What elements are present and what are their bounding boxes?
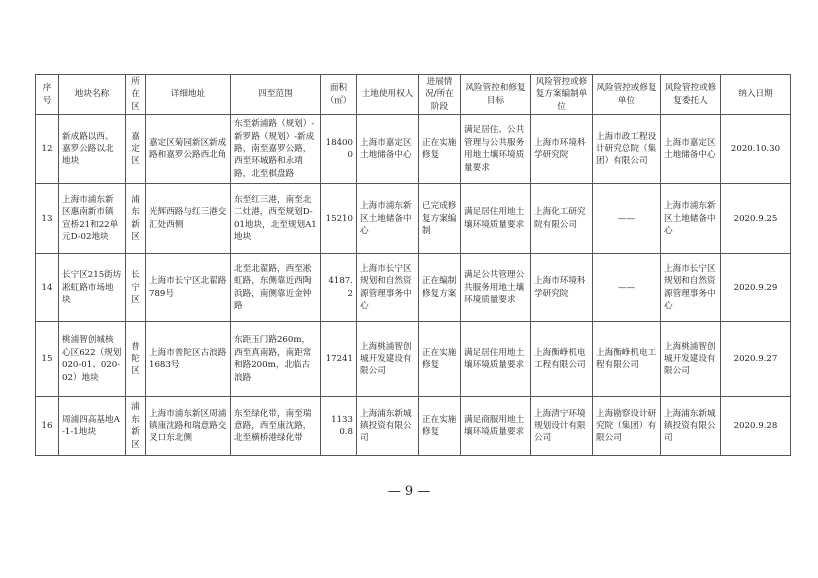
table-cell: 上海市环境科学研究院: [531, 254, 593, 322]
table-cell: 满足居住、公共管理与公共服务用地土壤环境质量要求: [461, 115, 531, 184]
table-cell: 满足居住用地土壤环境质量要求: [461, 322, 531, 397]
table-cell: 上海市嘉定区土地储备中心: [357, 115, 419, 184]
table-cell: 12: [36, 115, 59, 184]
table-cell: 2020.9.28: [721, 397, 791, 456]
table-cell: 上海市长宁区规划和自然资源管理事务中心: [661, 254, 721, 322]
table-cell: 东至绿化带，南至瑞意路，西至康沈路，北至横桥港绿化带: [231, 397, 321, 456]
table-cell: 上海桃浦智创城开发建设有限公司: [661, 322, 721, 397]
table-cell: 上海市普陀区古浪路1683号: [146, 322, 231, 397]
table-cell: 东距玉门路260m，西至真南路，南距常和路200m，北临古浪路: [231, 322, 321, 397]
table-cell: ——: [593, 254, 661, 322]
table-cell: 17241: [321, 322, 357, 397]
table-cell: 上海市浦东新区土地储备中心: [357, 184, 419, 254]
table-cell: 已完成修复方案编制: [419, 184, 461, 254]
table-row: [36, 115, 791, 184]
table-cell: 16: [36, 397, 59, 456]
table-cell: 上海市浦东新区惠南新市镇宣桥21和22单元D-02地块: [59, 184, 126, 254]
table-cell: 普陀区: [126, 322, 146, 397]
table-cell: 正在实施修复: [419, 115, 461, 184]
column-header: 风险管控或修复方案编制单位: [531, 75, 593, 115]
table-cell: 嘉定区菊园新区新成路和嘉罗公路西北角: [146, 115, 231, 184]
table-cell: 上海市长宁区规划和自然资源管理事务中心: [357, 254, 419, 322]
table-cell: 桃浦智创城核心区622（规划020-01、020-02）地块: [59, 322, 126, 397]
table-cell: ——: [593, 184, 661, 254]
table-cell: 上海化工研究院有限公司: [531, 184, 593, 254]
table-cell: 长宁区: [126, 254, 146, 322]
contaminated-sites-table: [35, 74, 791, 456]
table-cell: 满足公共管理公共服务用地土壤环境质量要求: [461, 254, 531, 322]
table-cell: 东至红三港，南至北二灶港，西至规划D-01地块，北至规划A1地块: [231, 184, 321, 254]
table-cell: 上海市嘉定区土地储备中心: [661, 115, 721, 184]
table-cell: 2020.9.25: [721, 184, 791, 254]
table-cell: 上海浦东新城镇投资有限公司: [357, 397, 419, 456]
column-header: 纳入日期: [721, 75, 791, 115]
table-cell: 14: [36, 254, 59, 322]
column-header: 进展情况/所在阶段: [419, 75, 461, 115]
table-cell: 满足居住用地土壤环境质量要求: [461, 184, 531, 254]
table-cell: 东至新浦路（规划）-新罗路（规划）-新成路，南至嘉罗公路，西至环城路和永靖路，北至棋盘路: [231, 115, 321, 184]
table-cell: 正在编制修复方案: [419, 254, 461, 322]
table-cell: 15210: [321, 184, 357, 254]
table-cell: 2020.9.27: [721, 322, 791, 397]
table-cell: 嘉定区: [126, 115, 146, 184]
table-row: [36, 397, 791, 456]
table-cell: 浦东新区: [126, 397, 146, 456]
table-row: [36, 184, 791, 254]
table-cell: 13: [36, 184, 59, 254]
table-cell: 上海清宁环境规划设计有限公司: [531, 397, 593, 456]
table-header-row: [36, 75, 791, 115]
table-cell: 2020.10.30: [721, 115, 791, 184]
table-cell: 上海勘察设计研究院（集团）有限公司: [593, 397, 661, 456]
table-cell: 浦东新区: [126, 184, 146, 254]
page-number: — 9 —: [387, 484, 431, 499]
column-header: 面积（㎡）: [321, 75, 357, 115]
table-cell: 新成路以西、嘉罗公路以北地块: [59, 115, 126, 184]
table-cell: 上海浦东新城镇投资有限公司: [661, 397, 721, 456]
column-header: 风险管控或修复单位: [593, 75, 661, 115]
table-cell: 4187.2: [321, 254, 357, 322]
table-cell: 北至北翟路，西至凇虹路，东侧靠近西陶浜路，南侧靠近金钟路: [231, 254, 321, 322]
table-cell: 长宁区215街坊凇虹路市场地块: [59, 254, 126, 322]
table-cell: 上海桃浦智创城开发建设有限公司: [357, 322, 419, 397]
table-cell: 184000: [321, 115, 357, 184]
table-cell: 上海市政工程设计研究总院（集团）有限公司: [593, 115, 661, 184]
column-header: 风险管控和修复目标: [461, 75, 531, 115]
table-cell: 2020.9.29: [721, 254, 791, 322]
table-row: [36, 254, 791, 322]
column-header: 详细地址: [146, 75, 231, 115]
column-header: 土地使用权人: [357, 75, 419, 115]
table-cell: 上海衡峥机电工程有限公司: [531, 322, 593, 397]
column-header: 所在区: [126, 75, 146, 115]
column-header: 风险管控或修复委托人: [661, 75, 721, 115]
table-cell: 上海市长宁区北翟路789号: [146, 254, 231, 322]
table-cell: 正在实施修复: [419, 322, 461, 397]
table-cell: 上海市环境科学研究院: [531, 115, 593, 184]
table-cell: 15: [36, 322, 59, 397]
table-cell: 上海衡峥机电工程有限公司: [593, 322, 661, 397]
column-header: 序号: [36, 75, 59, 115]
table-cell: 光辉西路与红三港交汇处西侧: [146, 184, 231, 254]
table-cell: 正在实施修复: [419, 397, 461, 456]
table-row: [36, 322, 791, 397]
table-cell: 上海市浦东新区土地储备中心: [661, 184, 721, 254]
table-cell: 11330.8: [321, 397, 357, 456]
table-cell: 满足商服用地土壤环境质量要求: [461, 397, 531, 456]
column-header: 地块名称: [59, 75, 126, 115]
table-cell: 上海市浦东新区周浦镇康沈路和瑞意路交叉口东北侧: [146, 397, 231, 456]
table-cell: 周浦四高基地A-1-1地块: [59, 397, 126, 456]
column-header: 四至范围: [231, 75, 321, 115]
